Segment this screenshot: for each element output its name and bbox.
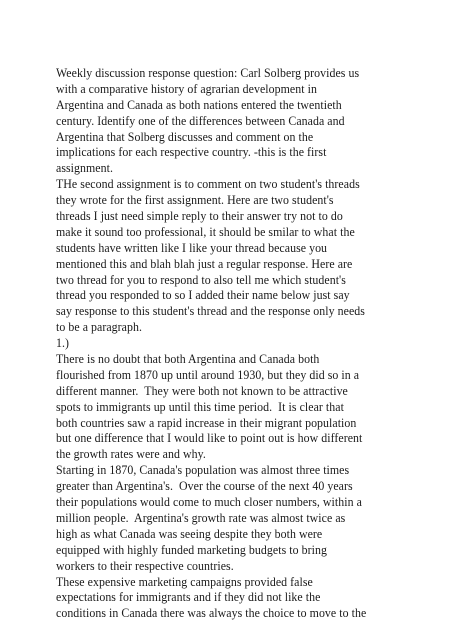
text-line: they wrote for the first assignment. Here are two student's xyxy=(56,193,334,208)
text-line: Argentina and Canada as both nations entered the twentieth xyxy=(56,97,342,112)
text-line: with a comparative history of agrarian development in xyxy=(56,81,317,96)
text-line: say response to this student's thread and the response only needs xyxy=(56,304,365,319)
text-line: make it sound too professional, it should be smilar to what the xyxy=(56,224,355,239)
text-line: implications for each respective country. -this is the first xyxy=(56,145,327,160)
text-line: high as what Canada was seeing despite they both were xyxy=(56,526,323,541)
text-line: different manner. They were both not known to be attractive xyxy=(56,383,348,398)
text-line: Weekly discussion response question: Carl Solberg provides us xyxy=(56,66,360,80)
text-line: but one difference that I would like to point out is how different xyxy=(56,431,363,446)
text-line: to be a paragraph. xyxy=(56,320,142,335)
text-line: million people. Argentina's growth rate was almost twice as xyxy=(56,510,346,525)
text-line: century. Identify one of the differences between Canada and xyxy=(56,113,345,128)
text-line: mentioned this and blah blah just a regular response. Here are xyxy=(56,256,353,271)
text-line: students have written like I like your thread because you xyxy=(56,240,328,255)
text-line: threads I just need simple reply to their answer try not to do xyxy=(56,209,343,224)
text-line: expectations for immigrants and if they did not like the xyxy=(56,590,321,605)
text-line: assignment. xyxy=(56,161,113,176)
text-line: their populations would come to much closer numbers, within a xyxy=(56,495,362,510)
text-line: conditions in Canada there was always the choice to move to the xyxy=(56,606,367,621)
text-line: Argentina that Solberg discusses and comment on the xyxy=(56,129,314,144)
text-line: two thread for you to respond to also tell me which student's xyxy=(56,272,346,287)
text-line: THe second assignment is to comment on two student's threads xyxy=(56,177,360,192)
document-body xyxy=(56,66,453,622)
text-line: flourished from 1870 up until around 1930, but they did so in a xyxy=(56,367,360,382)
text-line: both countries saw a rapid increase in their migrant population xyxy=(56,415,357,430)
text-line: These expensive marketing campaigns provided false xyxy=(56,574,313,589)
text-line: thread you responded to so I added their name below just say xyxy=(56,288,350,303)
text-line: There is no doubt that both Argentina and Canada both xyxy=(56,352,320,367)
text-line: workers to their respective countries. xyxy=(56,558,234,573)
text-line: 1.) xyxy=(56,336,70,351)
text-line: equipped with highly funded marketing budgets to bring xyxy=(56,542,327,557)
text-line: the growth rates were and why. xyxy=(56,447,206,462)
text-line: spots to immigrants up until this time period. It is clear that xyxy=(56,399,344,414)
text-line: Starting in 1870, Canada's population was almost three times xyxy=(56,463,350,478)
text-line: greater than Argentina's. Over the course of the next 40 years xyxy=(56,479,353,494)
